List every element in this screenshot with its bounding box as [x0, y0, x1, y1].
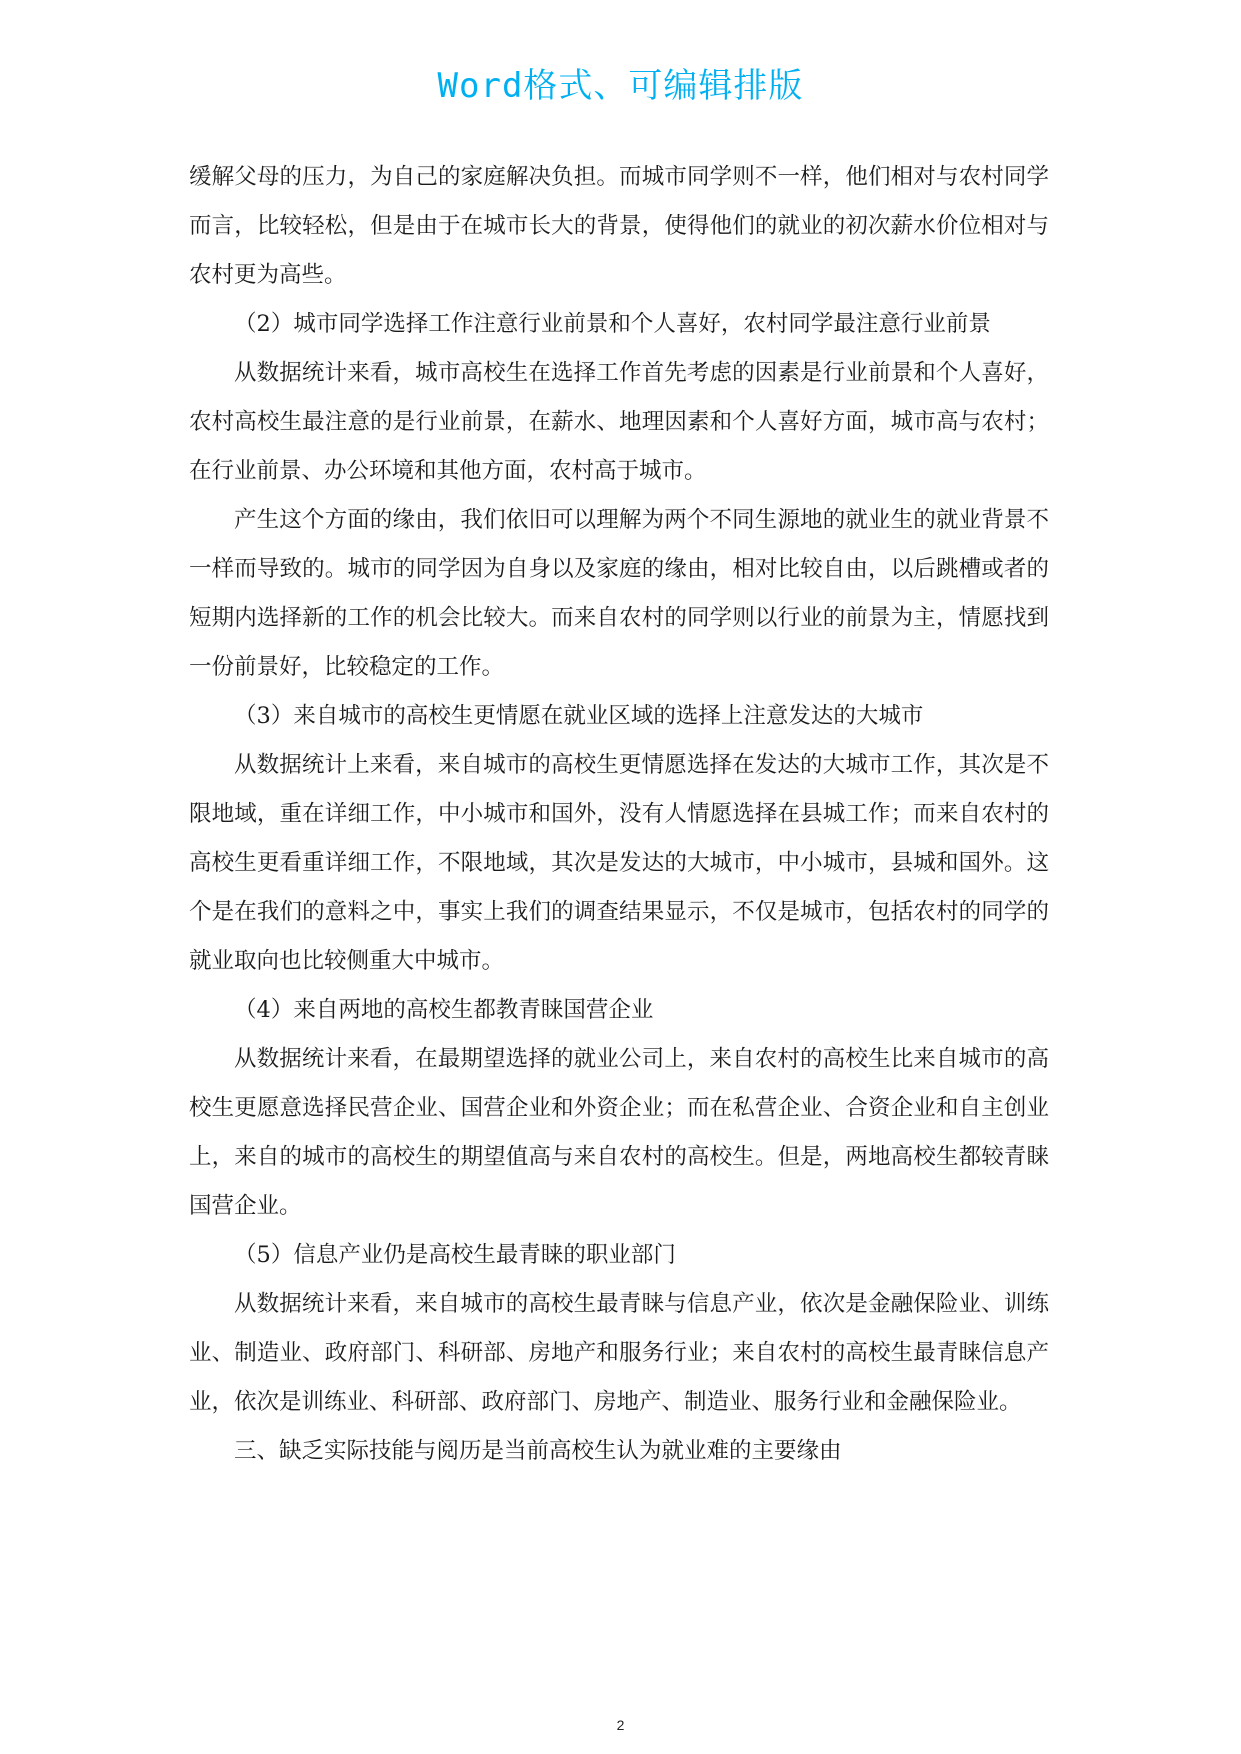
- paragraph-4: 产生这个方面的缘由，我们依旧可以理解为两个不同生源地的就业生的就业背景不一样而导致的。城市的同学因为自身以及家庭的缘由，相对比较自由，以后跳槽或者的短期内选择新的工作的机会比较大。而来自农村的同学则以行业的前景为主，情愿找到一份前景好，比较稳定的工作。: [189, 507, 1049, 680]
- subheading-5: （5）信息产业仍是高校生最青睐的职业部门: [234, 1242, 676, 1268]
- paragraph-1: 缓解父母的压力，为自己的家庭解决负担。而城市同学则不一样，他们相对与农村同学而言，比较轻松，但是由于在城市长大的背景，使得他们的就业的初次薪水价位相对与农村更为高些。: [189, 164, 1049, 288]
- paragraph-3: 从数据统计来看，城市高校生在选择工作首先考虑的因素是行业前景和个人喜好，农村高校生最注意的是行业前景，在薪水、地理因素和个人喜好方面，城市高与农村；在行业前景、办公环境和其他方面，农村高于城市。: [189, 360, 1049, 484]
- subheading-3: （3）来自城市的高校生更情愿在就业区域的选择上注意发达的大城市: [234, 703, 924, 729]
- subheading-2: （2）城市同学选择工作注意行业前景和个人喜好，农村同学最注意行业前景: [234, 311, 991, 337]
- subheading-4: （4）来自两地的高校生都教青睐国营企业: [234, 997, 654, 1023]
- paragraph-6: 从数据统计上来看，来自城市的高校生更情愿选择在发达的大城市工作，其次是不限地域，重在详细工作，中小城市和国外，没有人情愿选择在县城工作；而来自农村的高校生更看重详细工作，不限地域，其次是发达的大城市，中小城市，县城和国外。这个是在我们的意料之中，事实上我们的调查结果显示，不仅是城市，包括农村的同学的就业取向也比较侧重大中城市。: [189, 752, 1049, 974]
- paragraph-8: 从数据统计来看，在最期望选择的就业公司上，来自农村的高校生比来自城市的高校生更愿意选择民营企业、国营企业和外资企业；而在私营企业、合资企业和自主创业上，来自的城市的高校生的期望值高与来自农村的高校生。但是，两地高校生都较青睐国营企业。: [189, 1046, 1049, 1219]
- paragraph-10: 从数据统计来看，来自城市的高校生最青睐与信息产业，依次是金融保险业、训练业、制造业、政府部门、科研部、房地产和服务行业；来自农村的高校生最青睐信息产业，依次是训练业、科研部、政府部门、房地产、制造业、服务行业和金融保险业。: [189, 1291, 1049, 1415]
- section-heading-3: 三、缺乏实际技能与阅历是当前高校生认为就业难的主要缘由: [234, 1438, 842, 1464]
- page-header-title: Word格式、可编辑排版: [437, 66, 804, 106]
- document-body: [189, 153, 1049, 1476]
- page-number: 2: [616, 1717, 625, 1733]
